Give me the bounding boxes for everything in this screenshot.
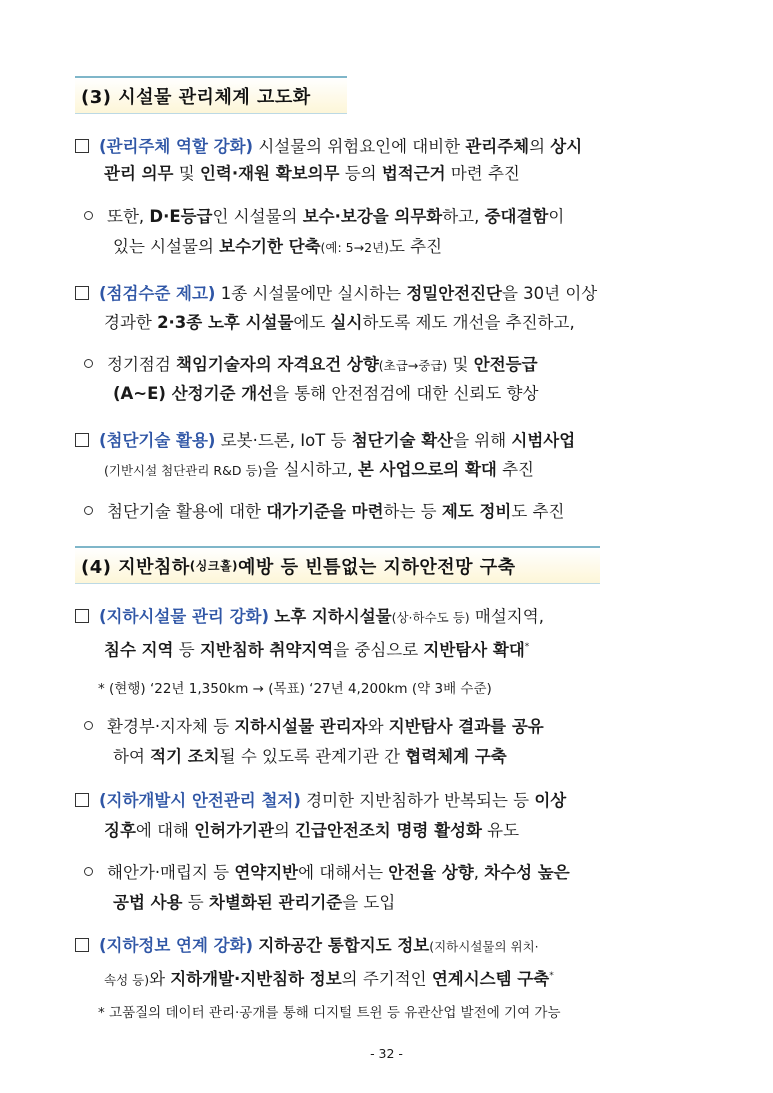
text-segment: 경과한 — [104, 313, 158, 332]
text-segment: 와 — [367, 717, 389, 736]
text-segment: 첨단기술 확산 — [351, 431, 454, 450]
text-segment: 매설지역, — [469, 607, 544, 626]
text-line — [84, 206, 564, 228]
text-segment: 첨단기술 활용에 대한 — [107, 502, 267, 521]
text-line — [104, 965, 554, 992]
text-segment: 등의 — [339, 164, 382, 183]
text-line — [75, 790, 566, 812]
text-segment: * — [524, 642, 530, 652]
text-segment: 시범사업 — [511, 431, 576, 450]
text-segment: 연계시스템 구축 — [431, 969, 550, 989]
text-line — [113, 746, 507, 768]
text-segment: 유도 — [481, 821, 520, 840]
section-heading-4-main: (4) 지반침하 — [81, 556, 190, 578]
text-segment: 될 수 있도록 관계기관 간 — [219, 747, 406, 766]
circle-bullet-icon — [84, 359, 93, 368]
text-segment: 로봇·드론, IoT 등 — [215, 431, 352, 450]
text-segment: 에 대해서는 — [298, 863, 389, 882]
topic-label: (첨단기술 활용) — [99, 431, 216, 450]
text-segment: 을 도입 — [342, 893, 396, 912]
text-segment: 지하개발·지반침하 정보 — [170, 969, 342, 989]
topic-label: (관리주체 역할 강화) — [99, 137, 254, 156]
text-segment: 공법 사용 — [113, 893, 183, 912]
section-heading-3-text: (3) 시설물 관리체계 고도화 — [81, 86, 311, 108]
text-segment: 하는 등 — [383, 502, 442, 521]
text-segment: 인 시설물의 — [212, 207, 303, 226]
topic-label: (지하시설물 관리 강화) — [99, 607, 270, 626]
text-segment: 마련 추진 — [445, 164, 520, 183]
text-segment: 노후 지하시설물 — [274, 607, 392, 626]
text-segment: 하고, — [442, 207, 485, 226]
square-bullet-icon — [75, 139, 89, 153]
text-segment: 도 추진 — [388, 237, 443, 256]
square-bullet-icon — [75, 286, 89, 300]
text-segment: 보수기한 단축 — [219, 237, 321, 256]
text-line — [84, 354, 538, 377]
text-line — [75, 606, 544, 629]
text-segment: 제도 정비 — [441, 502, 512, 521]
square-bullet-icon — [75, 938, 89, 952]
text-line — [104, 459, 534, 482]
text-segment: 및 — [173, 164, 200, 183]
text-segment: 경미한 지반침하가 반복되는 등 — [300, 791, 535, 810]
text-segment: 침수 지역 — [104, 640, 174, 660]
text-segment: 보수·보강을 의무화 — [302, 207, 443, 226]
text-segment: 대가기준을 마련 — [266, 502, 384, 521]
text-segment: 등 — [173, 640, 200, 660]
text-segment: 추진 — [496, 460, 534, 479]
text-segment: 하여 — [113, 747, 151, 766]
text-line — [104, 312, 575, 334]
text-segment: 2·3종 노후 시설물 — [157, 313, 294, 332]
text-segment: * (현행) ‘22년 1,350km → (목표) ‘27년 4,200km (약 3배 수준) — [98, 681, 492, 697]
text-segment: 해안가·매립지 등 — [107, 863, 235, 882]
text-segment: (기반시설 첨단관리 R&D 등) — [104, 463, 263, 478]
circle-bullet-icon — [84, 506, 93, 515]
text-segment: 정밀안전진단 — [406, 284, 502, 303]
text-segment: 와 — [149, 969, 171, 989]
text-segment: 관리 의무 — [104, 164, 174, 183]
square-bullet-icon — [75, 609, 89, 623]
text-line — [98, 1002, 561, 1024]
text-segment: 상시 — [550, 137, 583, 156]
text-segment: 을 위해 — [453, 431, 512, 450]
text-segment: 안전등급 — [473, 355, 538, 374]
text-line — [104, 163, 520, 185]
text-segment: 에 대해 — [135, 821, 195, 840]
text-line — [104, 820, 519, 842]
text-line — [98, 678, 492, 700]
text-segment: 차수성 높은 — [484, 863, 570, 882]
text-segment: 책임기술자의 자격요건 상향 — [176, 355, 379, 374]
text-segment: 이상 — [534, 791, 567, 810]
text-segment: 차별화된 관리기준 — [208, 893, 343, 912]
text-segment: 적기 조치 — [150, 747, 220, 766]
text-segment: 시설물의 위험요인에 대비한 — [253, 137, 466, 156]
text-segment: 안전율 상향 — [388, 863, 474, 882]
text-segment: (초급→중급) — [378, 358, 448, 373]
text-segment: 을 중심으로 — [333, 640, 424, 660]
text-segment: 지반침하 취약지역 — [199, 640, 334, 660]
text-line — [104, 636, 529, 662]
text-segment: (상·하수도 등) — [391, 610, 470, 625]
text-segment: 징후 — [104, 821, 136, 840]
text-segment: 또한, — [107, 207, 150, 226]
text-segment: 지반탐사 확대 — [423, 640, 525, 660]
text-line — [113, 383, 538, 405]
text-segment: 정기점검 — [107, 355, 177, 374]
text-segment: 이 — [548, 207, 565, 226]
section-heading-3 — [75, 76, 347, 114]
circle-bullet-icon — [84, 721, 93, 730]
text-line — [113, 892, 395, 914]
text-segment: , — [473, 863, 485, 882]
text-segment: 등 — [182, 893, 209, 912]
text-segment: (예: 5→2년) — [320, 240, 389, 255]
text-segment: (A~E) 산정기준 개선 — [113, 384, 274, 403]
text-segment: 있는 시설물의 — [113, 237, 220, 256]
text-segment: 중대결함 — [484, 207, 549, 226]
text-segment: 환경부·지자체 등 — [107, 717, 235, 736]
topic-label: (지하정보 연계 강화) — [99, 936, 254, 955]
text-segment: 의 — [529, 137, 551, 156]
text-segment: 본 사업으로의 확대 — [357, 460, 497, 479]
page-number: - 32 - — [370, 1046, 403, 1061]
text-segment: * 고품질의 데이터 관리·공개를 통해 디지털 트윈 등 유관산업 발전에 기여 가능 — [98, 1005, 561, 1021]
section-heading-4-small: (싱크홀) — [189, 559, 239, 573]
circle-bullet-icon — [84, 211, 93, 220]
text-segment: 지하시설물 관리자 — [234, 717, 368, 736]
text-segment: 법적근거 — [381, 164, 446, 183]
text-line — [75, 935, 539, 958]
text-line — [75, 283, 597, 305]
text-segment: 도 추진 — [511, 502, 565, 521]
text-segment: 을 통해 안전점검에 대한 신뢰도 향상 — [273, 384, 539, 403]
text-segment: 의 주기적인 — [341, 969, 432, 989]
text-segment: 1종 시설물에만 실시하는 — [215, 284, 407, 303]
text-segment: 하도록 제도 개선을 추진하고, — [362, 313, 575, 332]
topic-label: (지하개발시 안전관리 철저) — [99, 791, 301, 810]
text-segment: 속성 등) — [104, 972, 150, 988]
text-line — [84, 501, 564, 523]
square-bullet-icon — [75, 793, 89, 807]
section-heading-4-rest: 예방 등 빈틈없는 지하안전망 구축 — [238, 556, 516, 578]
text-segment: 관리주체 — [465, 137, 530, 156]
text-segment: 지하공간 통합지도 정보 — [258, 936, 430, 955]
topic-label: (점검수준 제고) — [99, 284, 216, 303]
section-heading-4 — [75, 546, 600, 584]
text-line — [75, 136, 582, 158]
text-segment: 에도 — [293, 313, 331, 332]
text-line — [75, 430, 575, 452]
text-segment: D·E등급 — [149, 207, 213, 226]
text-segment: 긴급안전조치 명령 활성화 — [295, 821, 482, 840]
text-line — [84, 716, 544, 738]
text-segment: 및 — [447, 355, 474, 374]
text-line — [113, 236, 442, 259]
text-segment: 협력체계 구축 — [405, 747, 507, 766]
text-line — [84, 862, 570, 884]
text-segment: 인허가기관 — [194, 821, 274, 840]
text-segment: 지반탐사 결과를 공유 — [388, 717, 544, 736]
text-segment: 연약지반 — [234, 863, 299, 882]
text-segment: (지하시설물의 위치· — [429, 939, 539, 954]
circle-bullet-icon — [84, 867, 93, 876]
text-segment: * — [549, 971, 554, 981]
text-segment: 의 — [273, 821, 296, 840]
square-bullet-icon — [75, 433, 89, 447]
text-segment: 을 30년 이상 — [501, 284, 598, 303]
text-segment: 을 실시하고, — [262, 460, 358, 479]
text-segment: 인력·재원 확보의무 — [199, 164, 340, 183]
text-segment: 실시 — [330, 313, 363, 332]
